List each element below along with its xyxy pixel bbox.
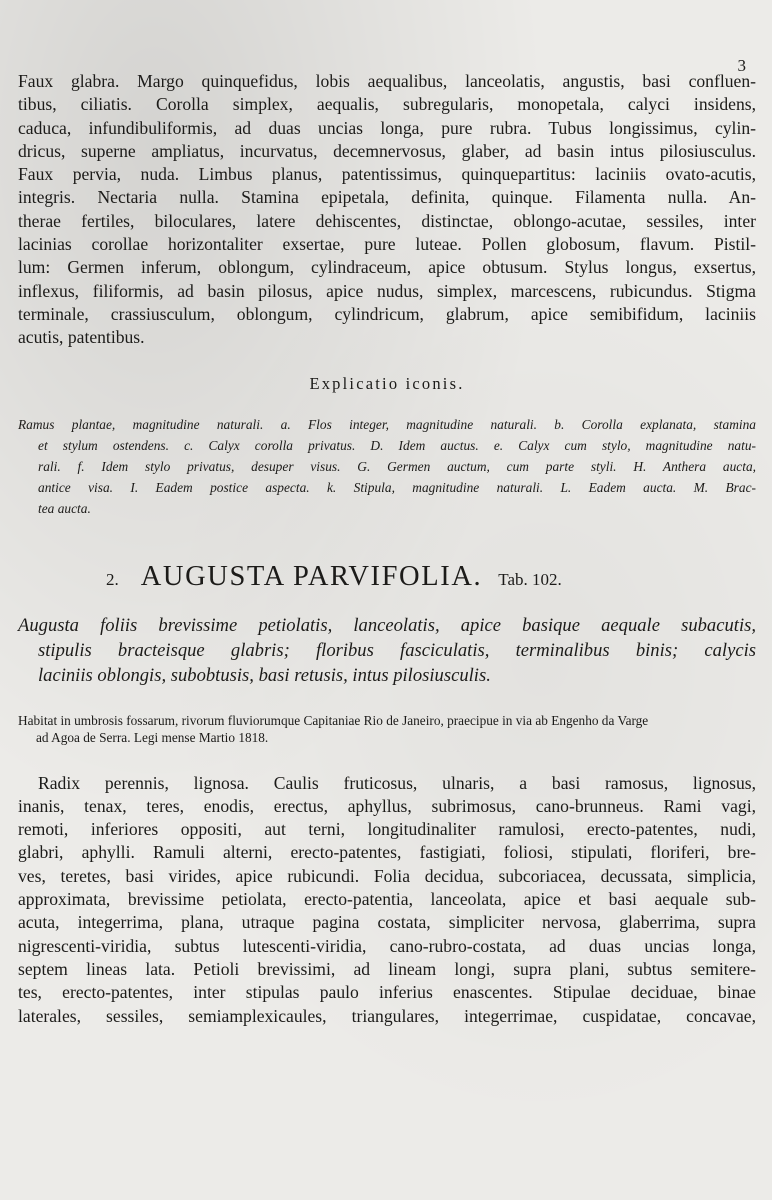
caption-line: antice visa. I. Eadem postice aspecta. k. Stipula, magnitudine naturali. L. Eadem aucta. M. Brac-: [38, 479, 756, 495]
species-heading: [18, 561, 756, 593]
text-line: lum: Germen inferum, oblongum, cylindraceum, apice obtusum. Stylus longus, exsertus,: [18, 257, 756, 278]
text-line: septem lineas lata. Petioli brevissimi, ad lineam longi, supra plani, subtus semitere-: [18, 958, 756, 979]
text-line: glabri, aphylli. Ramuli alterni, erecto-patentes, fastigiati, foliosi, stipulati, floriferi, bre-: [18, 842, 756, 863]
text-line: therae fertiles, biloculares, latere dehiscentes, distinctae, oblongo-acutae, sessiles, inter: [18, 210, 756, 231]
text-line: Faux glabra. Margo quinquefidus, lobis aequalibus, lanceolatis, angustis, basi confluen-: [18, 71, 756, 91]
page-number: 3: [737, 56, 746, 75]
text-line: ves, teretes, basi virides, apice rubicundi. Folia decidua, subcoriacea, decussata, simplicia,: [18, 865, 756, 886]
explicatio-heading: Explicatio iconis.: [309, 373, 465, 393]
description-paragraph-plant: [18, 772, 756, 1028]
diagnosis-line: Augusta foliis brevissime petiolatis, lanceolatis, apice basique aequale subacutis,: [18, 614, 756, 636]
text-line: Radix perennis, lignosa. Caulis fruticosus, ulnaris, a basi ramosus, lignosus,: [38, 772, 756, 793]
text-line: integris. Nectaria nulla. Stamina epipetala, definita, quinque. Filamenta nulla. An-: [18, 187, 756, 208]
plate-reference: Tab. 102.: [498, 569, 562, 589]
text-line: acutis, patentibus.: [18, 327, 145, 348]
species-number: 2.: [106, 569, 119, 589]
text-line: Faux pervia, nuda. Limbus planus, patentissimus, quinquepartitus: laciniis ovato-acutis,: [18, 164, 756, 185]
text-line: dricus, superne ampliatus, incurvatus, decemnervosus, glaber, ad basin intus pilosiusculus.: [18, 140, 756, 161]
text-line: approximata, brevissime petiolata, erecto-patentia, lanceolata, apice et basi aequale sub-: [18, 889, 756, 910]
text-line: caduca, infundibuliformis, ad duas uncias longa, pure rubra. Tubus longissimus, cylin-: [18, 117, 756, 138]
caption-line: tea aucta.: [38, 500, 91, 516]
text-line: inanis, tenax, teres, enodis, erectus, aphyllus, subrimosus, cano-brunneus. Rami vagi,: [18, 795, 756, 816]
text-line: nigrescenti-viridia, subtus lutescenti-viridia, cano-rubro-costata, ad duas uncias longa,: [18, 935, 756, 956]
text-line: acuta, integerrima, plana, utraque pagina costata, simpliciter nervosa, glaberrima, supra: [18, 912, 756, 933]
habitat-line: Habitat in umbrosis fossarum, rivorum fluviorumque Capitaniae Rio de Janeiro, praecipue in via ab Engenho da Varge: [18, 712, 649, 728]
text-line: lacinias corollae horizontaliter exsertae, pure luteae. Pollen globosum, flavum. Pistil-: [18, 234, 756, 255]
species-name: AUGUSTA PARVIFOLIA.: [140, 560, 483, 592]
caption-line: Ramus plantae, magnitudine naturali. a. Flos integer, magnitudine naturali. b. Corolla explanata, stamina: [18, 416, 756, 432]
text-line: tes, erecto-patentes, inter stipulas paulo inferius enascentes. Stipulae deciduae, binae: [18, 982, 756, 1003]
plate-explanation: [18, 414, 756, 519]
text-line: laterales, sessiles, semiamplexicaules, triangulares, integerrimae, cuspidatae, concavae,: [18, 1005, 756, 1026]
caption-line: et stylum ostendens. c. Calyx corolla privatus. D. Idem auctus. e. Calyx cum stylo, magnitudine natu-: [38, 437, 756, 453]
text-line: terminale, crassiusculum, oblongum, cylindricum, glabrum, apice semibifidum, laciniis: [18, 303, 756, 324]
habitat-note: [18, 712, 756, 746]
diagnosis-line: stipulis bracteisque glabris; floribus fasciculatis, terminalibus binis; calycis: [38, 639, 756, 661]
text-line: tibus, ciliatis. Corolla simplex, aequalis, subregularis, monopetala, calyci insidens,: [18, 94, 756, 115]
text-line: inflexus, filiformis, ad basin pilosus, apice nudus, simplex, marcescens, rubicundus. Stigma: [18, 280, 756, 301]
habitat-line: ad Agoa de Serra. Legi mense Martio 1818.: [36, 729, 269, 745]
species-diagnosis: [18, 613, 756, 688]
text-line: remoti, inferiores oppositi, aut terni, longitudinaliter ramulosi, erecto-patentes, nudi,: [18, 819, 756, 840]
description-paragraph-flower: [18, 70, 756, 350]
diagnosis-line: laciniis oblongis, subobtusis, basi retusis, intus pilosiusculis.: [38, 664, 491, 686]
caption-line: rali. f. Idem stylo privatus, desuper visus. G. Germen auctum, cum parte styli. H. Anthera aucta,: [38, 458, 756, 474]
